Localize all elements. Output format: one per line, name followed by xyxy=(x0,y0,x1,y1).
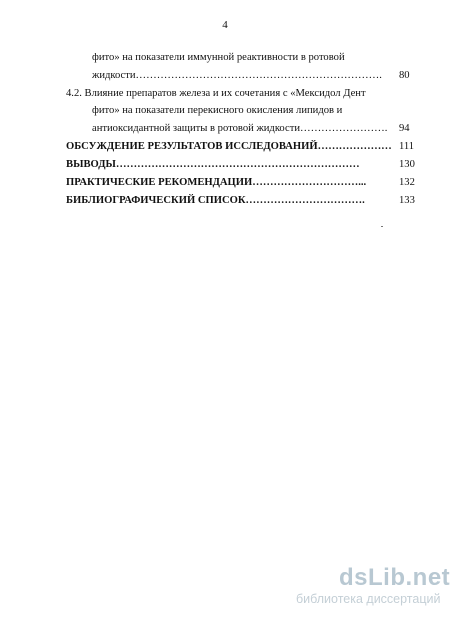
toc-line: фито» на показатели иммунной реактивности в ротовой xyxy=(92,52,345,63)
toc-page-number: 111 xyxy=(399,141,415,152)
watermark-subtitle: библиотека диссертаций xyxy=(296,592,441,606)
watermark xyxy=(296,564,450,615)
toc-page-number: 130 xyxy=(399,159,415,170)
toc-line: БИБЛИОГРАФИЧЕСКИЙ СПИСОК……………………………. xyxy=(66,195,365,206)
toc-line: жидкости……………………………………………………………. xyxy=(92,70,382,81)
toc-page-number: 133 xyxy=(399,195,415,206)
page-number: 4 xyxy=(222,19,228,31)
stray-mark xyxy=(381,226,383,227)
toc-page-number: 80 xyxy=(399,70,410,81)
toc-page-number: 94 xyxy=(399,123,410,134)
toc-line: ПРАКТИЧЕСКИЕ РЕКОМЕНДАЦИИ…………………………... xyxy=(66,177,367,188)
toc-line: антиоксидантной защиты в ротовой жидкости……………………. xyxy=(92,123,388,134)
toc-line: фито» на показатели перекисного окисления липидов и xyxy=(92,105,343,116)
toc-line: ОБСУЖДЕНИЕ РЕЗУЛЬТАТОВ ИССЛЕДОВАНИЙ………………… xyxy=(66,141,392,152)
toc-page-number: 132 xyxy=(399,177,415,188)
toc-line: 4.2. Влияние препаратов железа и их сочетания с «Мексидол Дент xyxy=(66,88,366,99)
watermark-logo: dsLib.net xyxy=(339,564,450,591)
toc-line: ВЫВОДЫ…………………………………………………………… xyxy=(66,159,360,170)
